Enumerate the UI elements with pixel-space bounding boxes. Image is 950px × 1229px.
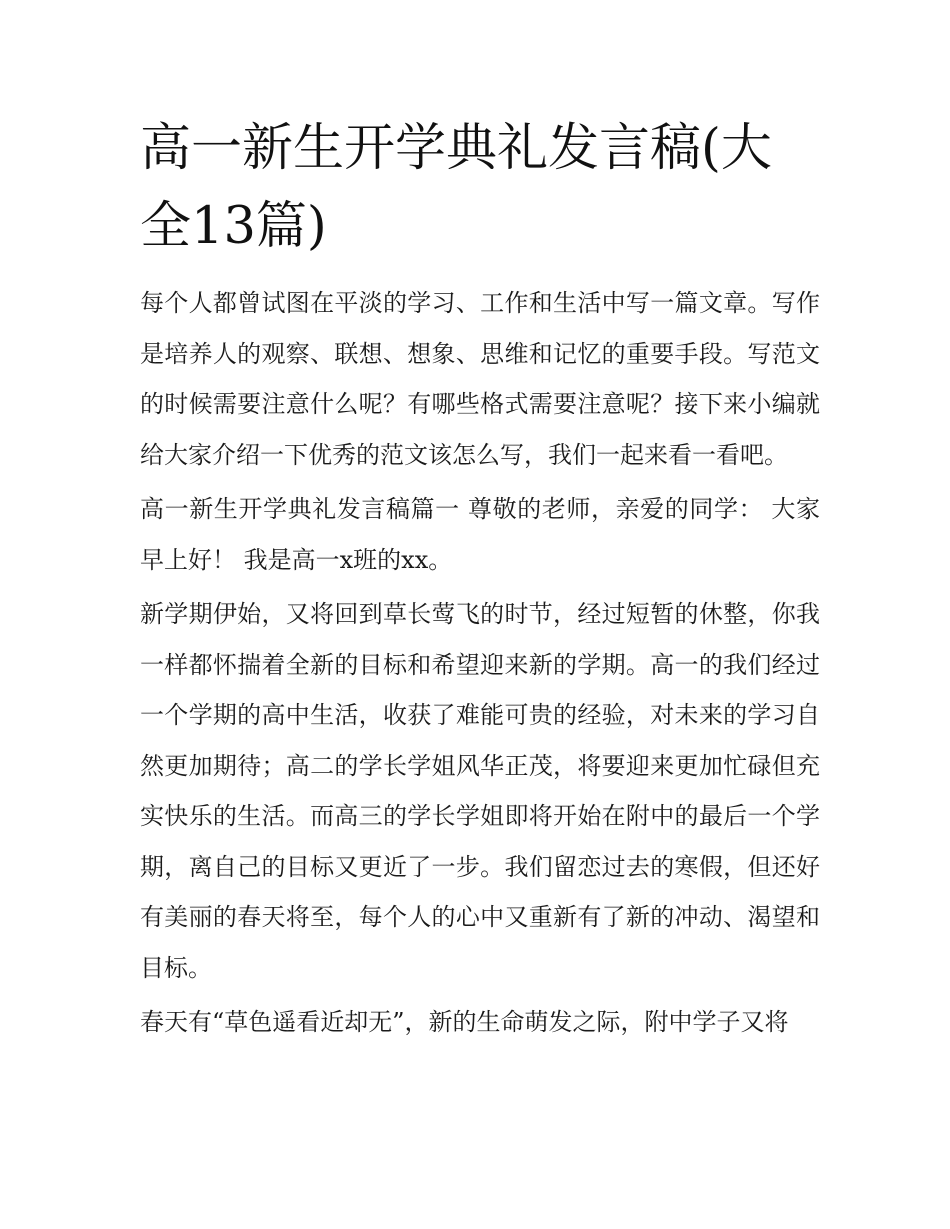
document-title: 高一新生开学典礼发言稿(大全13篇) bbox=[140, 119, 772, 256]
document-body bbox=[140, 278, 820, 1052]
paragraph-intro: 每个人都曾试图在平淡的学习、工作和生活中写一篇文章。写作是培养人的观察、联想、想象、思维和记忆的重要手段。写范文的时候需要注意什么呢？有哪些格式需要注意呢？接下来小编就给大家介绍一下优秀的范文该怎么写，我们一起来看一看吧。 bbox=[140, 289, 820, 469]
paragraph-greeting: 高一新生开学典礼发言稿篇一 尊敬的老师，亲爱的同学： 大家早上好！ 我是高一x班的xx。 bbox=[140, 495, 820, 574]
paragraph-spring: 春天有“草色遥看近却无”，新的生命萌发之际，附中学子又将 bbox=[140, 1008, 789, 1036]
paragraph-new-semester: 新学期伊始，又将回到草长莺飞的时节，经过短暂的休整，你我一样都怀揣着全新的目标和希望迎来新的学期。高一的我们经过一个学期的高中生活，收获了难能可贵的经验，对未来的学习自然更加期待；高二的学长学姐风华正茂，将要迎来更加忙碌但充实快乐的生活。而高三的学长学姐即将开始在附中的最后一个学期，离自己的目标又更近了一步。我们留恋过去的寒假，但还好有美丽的春天将至，每个人的心中又重新有了新的冲动、渴望和目标。 bbox=[140, 600, 820, 982]
